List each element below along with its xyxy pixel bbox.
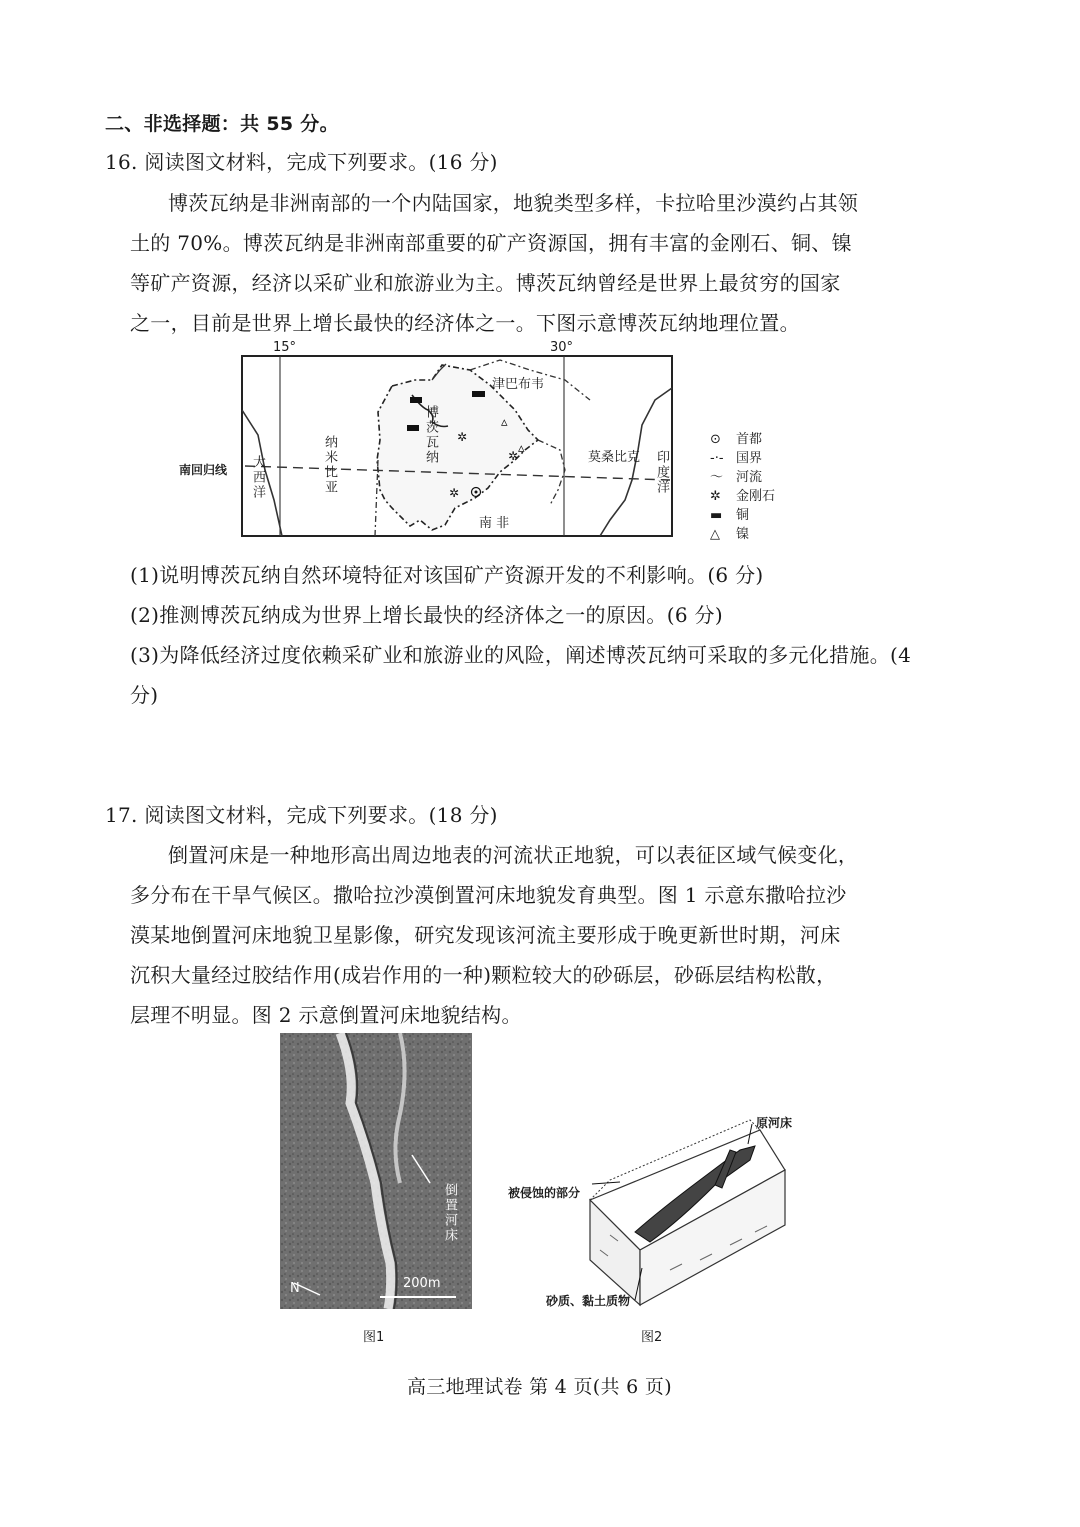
diamond-mark-1: ✲ xyxy=(457,430,468,444)
label-botswana: 博茨瓦纳 xyxy=(423,405,438,465)
diamond-mark-2: ✲ xyxy=(449,486,460,500)
border-icon: -·- xyxy=(710,451,724,466)
fig1-satellite-image xyxy=(280,1033,472,1309)
fig2-label-material: 砂质、黏土质物 xyxy=(546,1294,631,1308)
legend-river: 〜 河流 xyxy=(710,466,810,485)
q16-para-line-1: 博茨瓦纳是非洲南部的一个内陆国家，地貌类型多样，卡拉哈里沙漠约占其领 xyxy=(168,191,859,215)
lon-label-30: 30° xyxy=(550,340,574,355)
q17-para-line-3: 漠某地倒置河床地貌卫星影像，研究发现该河流主要形成于晚更新世时期，河床 xyxy=(130,923,841,947)
label-atlantic: 大西洋 xyxy=(250,455,265,500)
label-indian: 印度洋 xyxy=(654,450,669,495)
legend-diamond: ✲ 金刚石 xyxy=(710,489,776,504)
q16-subq-1: (1)说明博茨瓦纳自然环境特征对该国矿产资源开发的不利影响。(6 分) xyxy=(130,563,764,587)
river-icon: 〜 xyxy=(710,470,724,485)
nickel-icon: △ xyxy=(710,527,720,542)
q17-para-line-4: 沉积大量经过胶结作用(成岩作用的一种)颗粒较大的砂砾层，砂砾层结构松散， xyxy=(130,963,837,987)
q16-para-line-2: 土的 70%。博茨瓦纳是非洲南部重要的矿产资源国，拥有丰富的金刚石、铜、镍 xyxy=(130,231,852,255)
legend-capital: ⊙ 首都 xyxy=(710,432,763,447)
fig1-label-inverted-river: 倒置河床 xyxy=(442,1183,457,1243)
fig2-caption: 图2 xyxy=(641,1330,663,1345)
label-namibia: 纳米比亚 xyxy=(322,435,337,495)
legend-border: -·- 国界 xyxy=(710,451,763,466)
q16-stem: 16. 阅读图文材料，完成下列要求。(16 分) xyxy=(105,150,498,174)
diamond-mark-3: ✲ xyxy=(508,449,519,463)
q16-subq-2: (2)推测博茨瓦纳成为世界上增长最快的经济体之一的原因。(6 分) xyxy=(130,603,723,627)
botswana-map xyxy=(170,340,810,545)
q16-subq-3-cont: 分) xyxy=(130,683,159,707)
fig2-block-diagram xyxy=(500,1110,820,1310)
q16-para-line-3: 等矿产资源，经济以采矿业和旅游业为主。博茨瓦纳曾经是世界上最贫穷的国家 xyxy=(130,271,841,295)
legend-nickel: △ 镍 xyxy=(710,527,750,542)
fig2-label-original-channel: 原河床 xyxy=(756,1116,793,1130)
nickel-mark-1: ▵ xyxy=(501,415,508,430)
nickel-mark-2: ▵ xyxy=(518,441,525,456)
label-zimbabwe: 津巴布韦 xyxy=(492,377,545,392)
q17-stem: 17. 阅读图文材料，完成下列要求。(18 分) xyxy=(105,803,498,827)
q16-subq-3: (3)为降低经济过度依赖采矿业和旅游业的风险，阐述博茨瓦纳可采取的多元化措施。(4 xyxy=(130,643,912,667)
lon-label-15: 15° xyxy=(273,340,297,355)
legend-copper: ▬ 铜 xyxy=(710,508,750,523)
label-mozambique: 莫桑比克 xyxy=(588,450,641,465)
map-legend xyxy=(710,428,810,542)
q17-para-line-1: 倒置河床是一种地形高出周边地表的河流状正地貌，可以表征区域气候变化， xyxy=(168,843,859,867)
q17-para-line-2: 多分布在干旱气候区。撒哈拉沙漠倒置河床地貌发育典型。图 1 示意东撒哈拉沙 xyxy=(130,883,847,907)
fig1-north-arrow-label: N xyxy=(290,1281,300,1296)
fig1-scale-label: 200m xyxy=(403,1276,441,1291)
diamond-icon: ✲ xyxy=(710,489,721,504)
page-footer: 高三地理试卷 第 4 页(共 6 页) xyxy=(407,1376,672,1398)
q17-para-line-5: 层理不明显。图 2 示意倒置河床地貌结构。 xyxy=(130,1003,522,1027)
copper-icon: ▬ xyxy=(710,508,723,523)
copper-mark-2 xyxy=(407,425,419,431)
fig1-caption: 图1 xyxy=(363,1330,385,1345)
tropic-label: 南回归线 xyxy=(179,463,228,477)
q16-para-line-4: 之一，目前是世界上增长最快的经济体之一。下图示意博茨瓦纳地理位置。 xyxy=(130,311,800,335)
fig2-label-eroded-part: 被侵蚀的部分 xyxy=(508,1186,581,1200)
section-title: 二、非选择题：共 55 分。 xyxy=(105,113,339,135)
copper-mark-1 xyxy=(410,397,422,403)
capital-icon: ⊙ xyxy=(710,432,721,447)
label-south-africa: 南 非 xyxy=(479,516,510,531)
copper-mark-3 xyxy=(472,391,485,397)
